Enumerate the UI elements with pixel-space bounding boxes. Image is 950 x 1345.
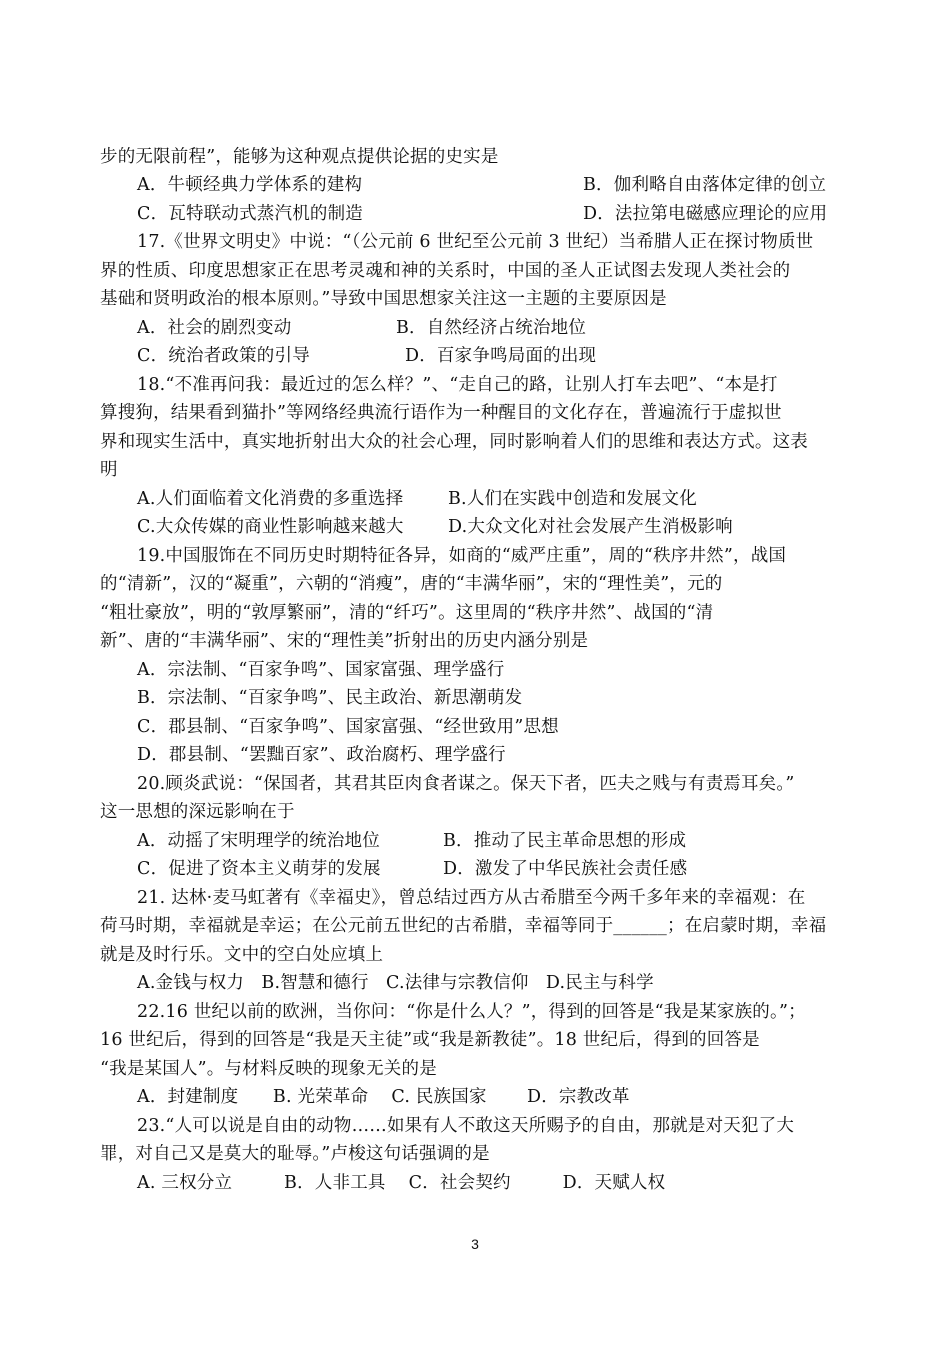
option-c: C．促进了资本主义萌芽的发展	[137, 859, 381, 879]
question-22: 22.16 世纪以前的欧洲，当你问：“你是什么人？”，得到的回答是“我是某家族的。”；	[137, 1002, 806, 1022]
question-text: 罪，对自己又是莫大的耻辱。”卢梭这句话强调的是	[100, 1144, 490, 1164]
option-d: D．激发了中华民族社会责任感	[443, 859, 688, 879]
question-text: 新”、唐的“丰满华丽”、宋的“理性美”折射出的历史内涵分别是	[100, 631, 589, 651]
option-a: A．社会的剧烈变动	[137, 318, 292, 338]
option-a: A.人们面临着文化消费的多重选择	[137, 489, 404, 509]
option-c: C．瓦特联动式蒸汽机的制造	[137, 204, 363, 224]
question-text: 明	[100, 460, 118, 480]
option-c: C．统治者政策的引导	[137, 346, 310, 366]
question-23: 23.“人可以说是自由的动物……如果有人不敢这天所赐予的自由，那就是对天犯了大	[137, 1116, 795, 1136]
question-text: 界和现实生活中，真实地折射出大众的社会心理，同时影响着人们的思维和表达方式。这表	[100, 432, 808, 452]
options-row: A. 三权分立 B．人非工具 C．社会契约 D．天赋人权	[137, 1173, 666, 1193]
options-row: A.金钱与权力 B.智慧和德行 C.法律与宗教信仰 D.民主与科学	[137, 973, 654, 993]
option-d: D.大众文化对社会发展产生消极影响	[448, 517, 733, 537]
question-text: 界的性质、印度思想家正在思考灵魂和神的关系时，中国的圣人正试图去发现人类社会的	[100, 261, 791, 281]
question-21: 21. 达林·麦马虹著有《幸福史》，曾总结过西方从古希腊至今两千多年来的幸福观：在	[137, 888, 806, 908]
option-a: A．宗法制、“百家争鸣”、国家富强、理学盛行	[137, 660, 505, 680]
question-text: 荷马时期，幸福就是幸运；在公元前五世纪的古希腊，幸福等同于______；在启蒙时期，幸福	[100, 916, 827, 936]
question-19: 19.中国服饰在不同历史时期特征各异，如商的“威严庄重”，周的“秩序井然”，战国	[137, 546, 787, 566]
question-20: 20.顾炎武说：“保国者，其君其臣肉食者谋之。保天下者，匹夫之贱与有责焉耳矣。”	[137, 774, 795, 794]
question-text: 基础和贤明政治的根本原则。”导致中国思想家关注这一主题的主要原因是	[100, 289, 667, 309]
option-b: B．自然经济占统治地位	[396, 318, 587, 338]
question-text: 算搜狗，结果看到猫扑”等网络经典流行语作为一种醒目的文化存在，普遍流行于虚拟世	[100, 403, 782, 423]
question-text: “粗壮豪放”，明的“敦厚繁丽”，清的“纤巧”。这里周的“秩序井然”、战国的“清	[100, 603, 714, 623]
option-a: A．动摇了宋明理学的统治地位	[137, 831, 380, 851]
question-17: 17.《世界文明史》中说：“（公元前 6 世纪至公元前 3 世纪）当希腊人正在探讨物质世	[137, 232, 814, 252]
option-b: B．推动了民主革命思想的形成	[443, 831, 687, 851]
question-text: 这一思想的深远影响在于	[100, 802, 295, 822]
question-text: “我是某国人”。与材料反映的现象无关的是	[100, 1059, 437, 1079]
question-text: 16 世纪后，得到的回答是“我是天主徒”或“我是新教徒”。18 世纪后，得到的回答是	[100, 1030, 760, 1050]
question-text: 就是及时行乐。文中的空白处应填上	[100, 945, 384, 965]
question-18: 18.“不准再问我：最近过的怎么样？”、“走自己的路，让别人打车去吧”、“本是打	[137, 375, 778, 395]
option-b: B．宗法制、“百家争鸣”、民主政治、新思潮萌发	[137, 688, 523, 708]
option-a: A．牛顿经典力学体系的建构	[137, 175, 363, 195]
question-text: 的“清新”，汉的“凝重”，六朝的“消瘦”，唐的“丰满华丽”，宋的“理性美”，元的	[100, 574, 723, 594]
option-d: D．百家争鸣局面的出现	[405, 346, 597, 366]
option-d: D．法拉第电磁感应理论的应用	[583, 204, 828, 224]
options-row: A．封建制度 B. 光荣革命 C. 民族国家 D．宗教改革	[137, 1087, 630, 1107]
question-text: 步的无限前程”，能够为这种观点提供论据的史实是	[100, 147, 499, 167]
option-c: C.大众传媒的商业性影响越来越大	[137, 517, 404, 537]
option-b: B.人们在实践中创造和发展文化	[448, 489, 697, 509]
option-b: B．伽利略自由落体定律的创立	[583, 175, 827, 195]
option-c: C．郡县制、“百家争鸣”、国家富强、“经世致用”思想	[137, 717, 559, 737]
page-number: 3	[471, 1236, 479, 1252]
option-d: D．郡县制、“罢黜百家”、政治腐朽、理学盛行	[137, 745, 506, 765]
